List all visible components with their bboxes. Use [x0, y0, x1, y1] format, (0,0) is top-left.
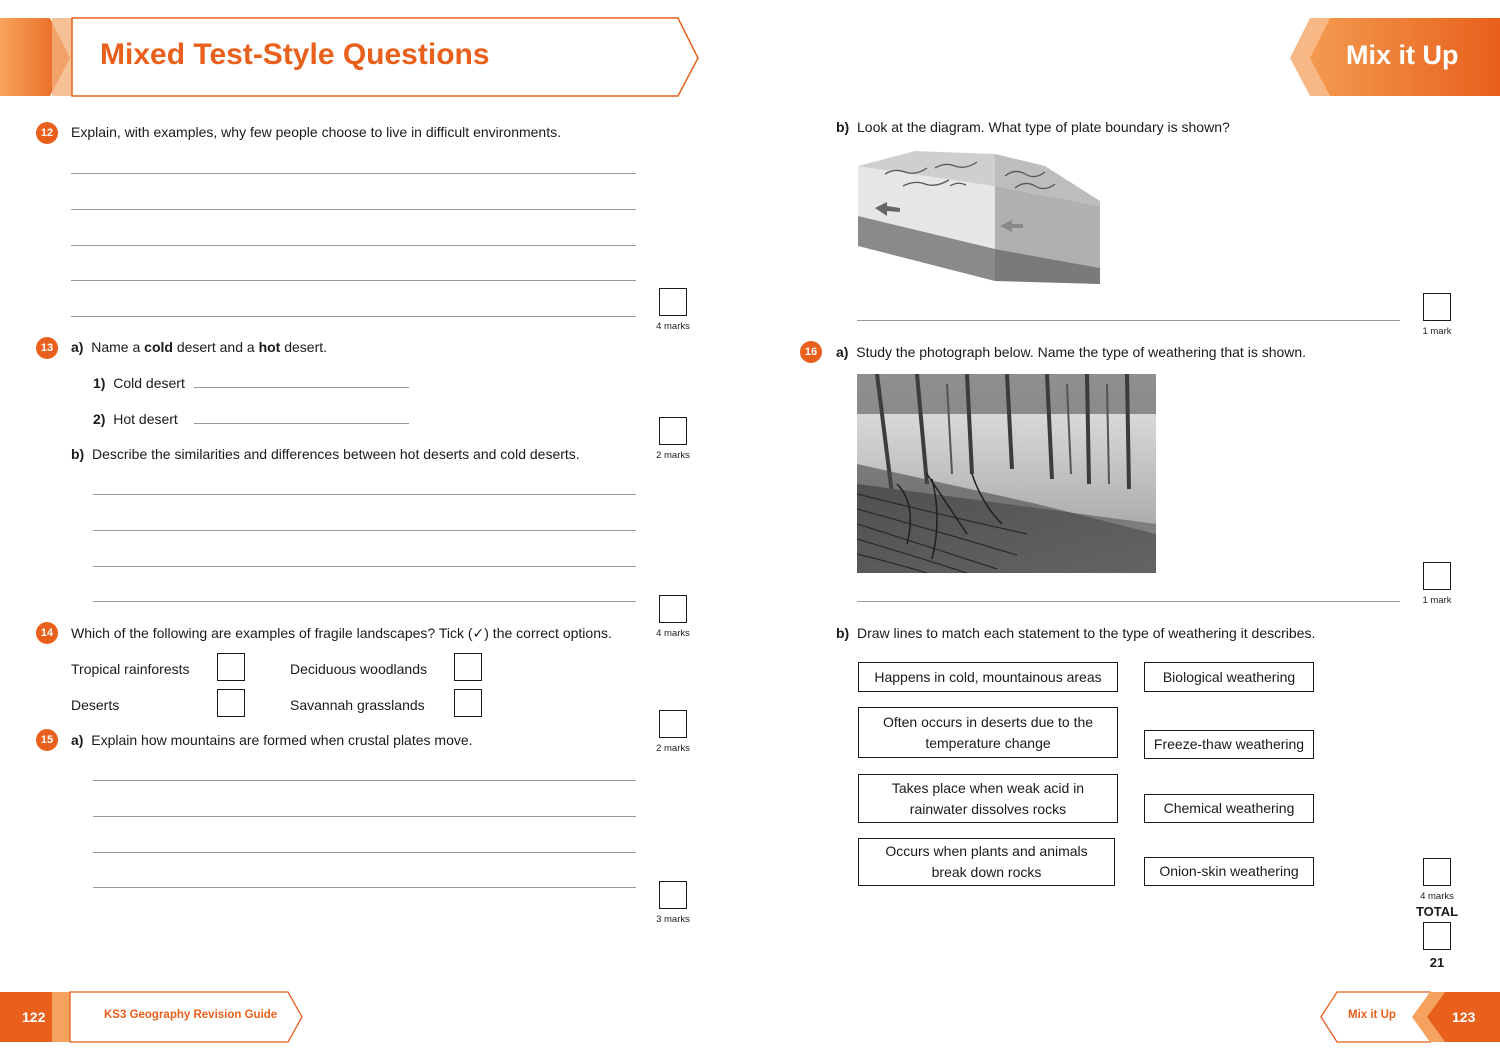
tick-box-deciduous-woodlands[interactable]: [454, 653, 482, 681]
marks-label: 2 marks: [656, 743, 690, 754]
section-label: Mix it Up: [1348, 1009, 1396, 1021]
marks-box[interactable]: [1423, 293, 1451, 321]
weathering-type-box[interactable]: Onion-skin weathering: [1144, 857, 1314, 886]
book-title: KS3 Geography Revision Guide: [104, 1009, 278, 1021]
total-label: TOTAL: [1415, 904, 1459, 919]
option-label: Tropical rainforests: [71, 661, 190, 677]
question-12-text: Explain, with examples, why few people choose to live in difficult environments.: [71, 124, 561, 140]
marks-label: 4 marks: [1420, 891, 1454, 902]
marks-label: 2 marks: [656, 450, 690, 461]
answer-line[interactable]: [71, 280, 636, 281]
marks-box[interactable]: [659, 710, 687, 738]
marks-label: 1 mark: [1422, 326, 1452, 337]
hot-desert-label: 2) Hot desert: [93, 411, 178, 427]
weathering-type-box[interactable]: Chemical weathering: [1144, 794, 1314, 823]
question-number-15: 15: [36, 729, 58, 751]
weathering-type-box[interactable]: Freeze-thaw weathering: [1144, 730, 1314, 759]
question-15a-text: a) Explain how mountains are formed when crustal plates move.: [71, 732, 473, 748]
answer-line[interactable]: [93, 601, 636, 602]
marks-box[interactable]: [659, 417, 687, 445]
option-label: Deserts: [71, 697, 120, 713]
marks-label: 4 marks: [656, 628, 690, 639]
part-label: a): [71, 339, 84, 355]
page-number-right: 123: [1452, 1009, 1476, 1025]
answer-line[interactable]: [857, 320, 1400, 321]
answer-line[interactable]: [93, 566, 636, 567]
tick-box-tropical-rainforests[interactable]: [217, 653, 245, 681]
cold-desert-label: 1) Cold desert: [93, 375, 185, 391]
page-title: Mixed Test-Style Questions: [100, 38, 490, 71]
page-number-left: 122: [22, 1009, 46, 1025]
answer-line[interactable]: [93, 780, 636, 781]
statement-box[interactable]: Takes place when weak acid in rainwater dissolves rocks: [858, 774, 1118, 823]
question-13b-text: b) Describe the similarities and differences between hot deserts and cold deserts.: [71, 446, 580, 462]
statement-box[interactable]: Happens in cold, mountainous areas: [858, 662, 1118, 692]
question-number-13: 13: [36, 337, 58, 359]
tick-box-deserts[interactable]: [217, 689, 245, 717]
question-number-14: 14: [36, 622, 58, 644]
marks-box[interactable]: [659, 288, 687, 316]
answer-line[interactable]: [93, 816, 636, 817]
marks-box[interactable]: [1423, 562, 1451, 590]
answer-line[interactable]: [93, 494, 636, 495]
total-value: 21: [1429, 955, 1445, 970]
marks-box[interactable]: [659, 881, 687, 909]
tick-box-savannah-grasslands[interactable]: [454, 689, 482, 717]
question-number-12: 12: [36, 122, 58, 144]
option-label: Savannah grasslands: [290, 697, 425, 713]
question-16a-text: a) Study the photograph below. Name the type of weathering that is shown.: [836, 344, 1307, 360]
question-13a-text: a) Name a cold desert and a hot desert.: [71, 339, 328, 355]
answer-line[interactable]: [71, 245, 636, 246]
answer-line[interactable]: [71, 209, 636, 210]
weathering-type-box[interactable]: Biological weathering: [1144, 662, 1314, 692]
answer-line[interactable]: [93, 887, 636, 888]
question-14-text: Which of the following are examples of fragile landscapes? Tick (✓) the correct options.: [71, 625, 612, 641]
cold-desert-answer-line[interactable]: [194, 387, 409, 388]
answer-line[interactable]: [857, 601, 1400, 602]
marks-label: 1 mark: [1422, 595, 1452, 606]
total-box[interactable]: [1423, 922, 1451, 950]
plate-boundary-diagram: [855, 146, 1105, 286]
marks-label: 3 marks: [656, 914, 690, 925]
statement-box[interactable]: Occurs when plants and animals break down rocks: [858, 838, 1115, 886]
answer-line[interactable]: [71, 173, 636, 174]
question-number-16: 16: [800, 341, 822, 363]
marks-box[interactable]: [659, 595, 687, 623]
option-label: Deciduous woodlands: [290, 661, 427, 677]
marks-label: 4 marks: [656, 321, 690, 332]
weathering-photograph: [857, 374, 1156, 573]
answer-line[interactable]: [71, 316, 636, 317]
answer-line[interactable]: [93, 530, 636, 531]
section-title: Mix it Up: [1346, 40, 1459, 70]
marks-box[interactable]: [1423, 858, 1451, 886]
question-16b-text: b) Draw lines to match each statement to the type of weathering it describes.: [836, 625, 1316, 641]
hot-desert-answer-line[interactable]: [194, 423, 409, 424]
answer-line[interactable]: [93, 852, 636, 853]
statement-box[interactable]: Often occurs in deserts due to the temperature change: [858, 707, 1118, 758]
question-15b-text: b) Look at the diagram. What type of plate boundary is shown?: [836, 119, 1230, 135]
